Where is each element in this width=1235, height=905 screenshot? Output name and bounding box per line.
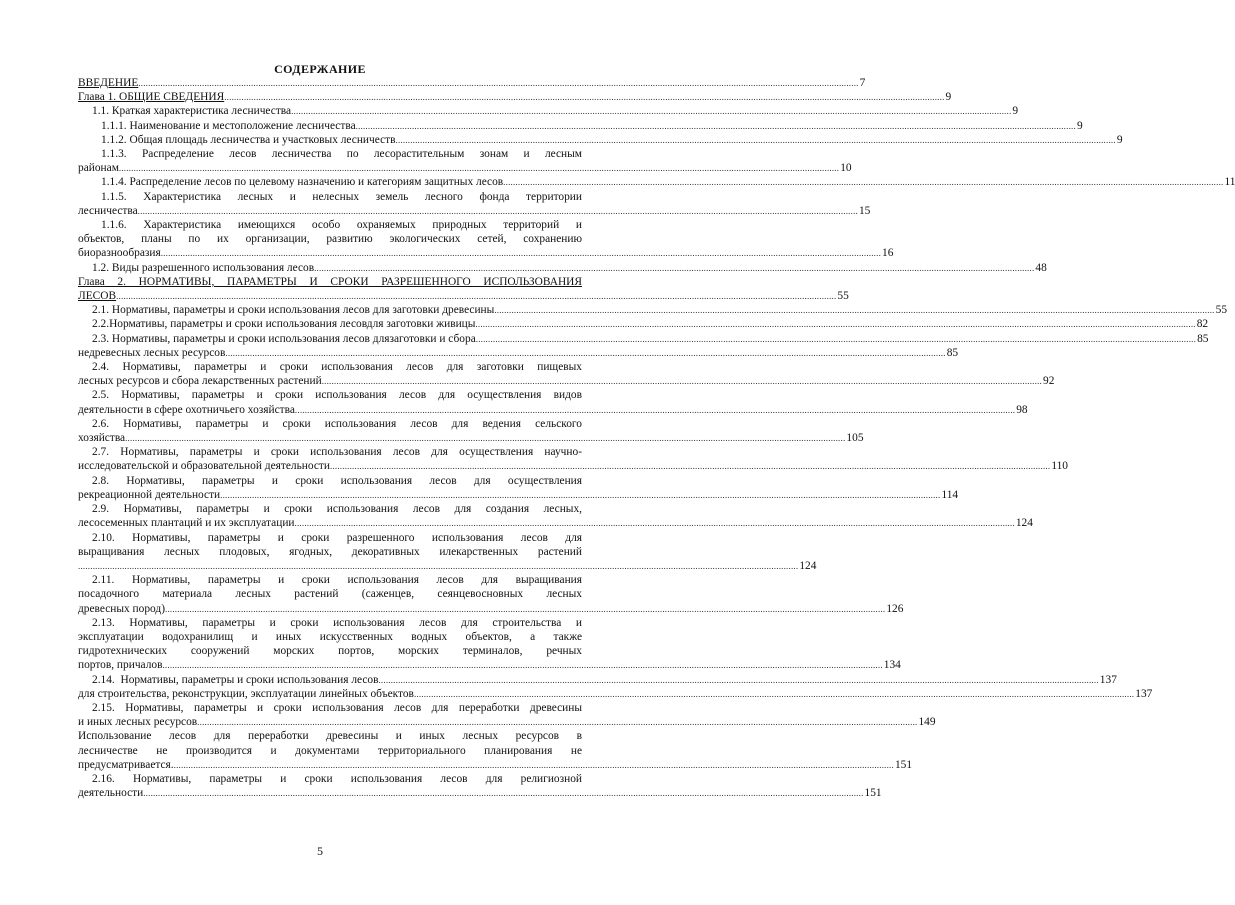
toc-entry-line: выращивания лесных плодовых, ягодных, декоративных илекарственных растений: [78, 545, 582, 558]
toc-page-number: 98: [1016, 403, 1028, 416]
toc-page-number: 82: [1196, 318, 1209, 331]
toc-entry[interactable]: [78, 360, 1055, 388]
toc-entry[interactable]: [78, 616, 901, 673]
toc-page-number: 114: [941, 488, 959, 501]
toc-page-number: 9: [945, 91, 952, 104]
toc-entry-line: 2.8. Нормативы, параметры и сроки использования лесов для осуществления: [92, 474, 582, 487]
dot-leader: [494, 303, 1214, 317]
dot-leader: [165, 602, 885, 616]
dot-leader: [220, 488, 940, 502]
dot-leader: [295, 403, 1015, 417]
toc-page-number: 124: [799, 559, 817, 572]
toc-page-number: 85: [946, 346, 959, 359]
dot-leader: [78, 559, 798, 573]
toc-entry-line: 2.15. Нормативы, параметры и сроки использования лесов для переработки древесины: [92, 701, 582, 714]
toc-title: СОДЕРЖАНИЕ: [274, 62, 366, 76]
toc-entry-line: 1.1.5. Характеристика лесных и нелесных земель лесного фонда территории: [101, 190, 582, 203]
toc-page-number: 110: [1051, 460, 1068, 473]
toc-entry[interactable]: [78, 445, 1068, 473]
toc-entry-line: деятельности в сфере охотничьего хозяйства: [78, 403, 295, 416]
toc-entry-line: 2.13. Нормативы, параметры и сроки использования лесов для строительства и: [92, 616, 582, 629]
toc-entry[interactable]: [78, 701, 936, 729]
toc-entry-line: 1.1.6. Характеристика имеющихся особо охраняемых природных территорий и: [101, 219, 582, 232]
toc-entry-line: 1.2. Виды разрешенного использования лесов: [92, 261, 315, 274]
toc-entry-line: объектов, планы по их организации, развитию экологических сетей, сохранению: [78, 233, 582, 246]
toc-entry-line: 2.9. Нормативы, параметры и сроки использования лесов для создания лесных,: [92, 503, 582, 516]
toc-page-number: 16: [882, 247, 894, 260]
dot-leader: [330, 459, 1050, 473]
dot-leader: [225, 346, 945, 360]
toc-entry-line: 2.16. Нормативы, параметры и сроки использования лесов для религиозной: [92, 772, 582, 785]
toc-entry-line: 2.14. Нормативы, параметры и сроки использования лесов: [92, 673, 379, 686]
toc-entry[interactable]: [78, 346, 959, 360]
dot-leader: [125, 431, 845, 445]
toc-entry[interactable]: [78, 76, 866, 90]
toc-entry[interactable]: [78, 147, 852, 175]
toc-entry[interactable]: [78, 90, 952, 104]
dot-leader: [197, 715, 917, 729]
toc-page-number: 55: [837, 290, 849, 303]
toc-entry[interactable]: [78, 729, 913, 772]
toc-entry[interactable]: [78, 317, 1209, 331]
toc-entry-line: для строительства, реконструкции, эксплуатации линейных объектов: [78, 687, 414, 700]
toc-page-number: 105: [846, 432, 864, 445]
toc-entry[interactable]: [78, 119, 1083, 133]
toc-entry[interactable]: [78, 573, 904, 616]
toc-entry-line: 2.4. Нормативы, параметры и сроки использования лесов для заготовки пищевых: [92, 361, 582, 374]
toc-entry[interactable]: [78, 218, 894, 261]
toc-page-number: 92: [1043, 375, 1055, 388]
toc-entry[interactable]: [78, 303, 1228, 317]
toc-entry[interactable]: [78, 502, 1033, 530]
toc-entry[interactable]: [78, 190, 871, 218]
toc-entry[interactable]: [78, 332, 1209, 346]
dot-leader: [396, 133, 1116, 147]
dot-leader: [116, 289, 836, 303]
toc-entry[interactable]: [78, 133, 1123, 147]
toc-entry-line: 2.2.Нормативы, параметры и сроки использования лесовдля заготовки живицы: [92, 318, 476, 331]
toc-entry-line: лесных ресурсов и сбора лекарственных растений: [78, 375, 322, 388]
toc-entry-line: рекреационной деятельности: [78, 488, 221, 501]
dot-leader: [143, 786, 863, 800]
toc-entry-line: ЛЕСОВ: [78, 290, 117, 303]
dot-leader: [476, 332, 1196, 346]
dot-leader: [161, 246, 881, 260]
toc-entry-line: гидротехнических сооружений морских портов, морских терминалов, речных: [78, 645, 582, 658]
toc-entry-line: биоразнообразия: [78, 247, 161, 260]
page-number: 5: [317, 844, 323, 858]
toc-entry-line: Глава 1. ОБЩИЕ СВЕДЕНИЯ: [78, 91, 225, 104]
toc-page-number: 137: [1135, 687, 1153, 700]
toc-entry-line: Глава 2. НОРМАТИВЫ, ПАРАМЕТРЫ И СРОКИ РАЗРЕШЕННОГО ИСПОЛЬЗОВАНИЯ: [78, 275, 582, 288]
dot-leader: [295, 516, 1015, 530]
toc-entry-line: 2.3. Нормативы, параметры и сроки использования лесов длязаготовки и сбора: [92, 332, 476, 345]
toc-entry-line: древесных пород): [78, 602, 165, 615]
toc-entry-line: хозяйства: [78, 432, 126, 445]
dot-leader: [503, 175, 1223, 189]
toc-entry-line: деятельности: [78, 787, 144, 800]
toc-entry-line: 1.1.1. Наименование и местоположение лесничества: [101, 119, 356, 132]
toc-page-number: 137: [1099, 673, 1117, 686]
dot-leader: [174, 758, 894, 772]
toc-entry-line: портов, причалов: [78, 659, 163, 672]
toc-page-number: 9: [1076, 119, 1083, 132]
toc-page-number: 126: [886, 602, 904, 615]
toc-entry-line: предусматривается.: [78, 758, 174, 771]
toc-page-number: 11: [1224, 176, 1235, 189]
toc-page-number: 9: [1012, 105, 1019, 118]
toc-entry[interactable]: [78, 261, 1047, 275]
toc-entry[interactable]: [78, 687, 1153, 701]
dot-leader: [475, 317, 1195, 331]
dot-leader: [119, 161, 839, 175]
toc-entry[interactable]: [78, 104, 1019, 118]
toc-entry[interactable]: [78, 772, 882, 800]
toc-entry-line: 1.1.3. Распределение лесов лесничества по лесорастительным зонам и лесным: [101, 148, 582, 161]
toc-page-number: 124: [1015, 517, 1033, 530]
dot-leader: [138, 76, 858, 90]
toc-entry[interactable]: [78, 175, 1235, 189]
toc-entry-line: и иных лесных ресурсов: [78, 716, 198, 729]
toc-entry-line: Использование лесов для переработки древесины и иных лесных ресурсов в: [78, 730, 582, 743]
toc-page-number: 10: [840, 162, 852, 175]
toc-entry-line: лесосеменных плантаций и их эксплуатации: [78, 517, 295, 530]
dot-leader: [138, 204, 858, 218]
toc-entry-line: эксплуатации водохранилищ и иных искусственных водных объектов, а также: [78, 630, 582, 643]
toc-entry[interactable]: [78, 673, 1117, 687]
toc-page-number: 55: [1215, 304, 1228, 317]
toc-entry-line: 2.6. Нормативы, параметры и сроки использования лесов для ведения сельского: [92, 417, 582, 430]
toc-entry-line: исследовательской и образовательной деятельности: [78, 460, 330, 473]
toc-entry[interactable]: [78, 275, 849, 303]
table-of-contents: [78, 76, 1235, 800]
toc-entry-line: районам: [78, 162, 119, 175]
dot-leader: [162, 658, 882, 672]
toc-entry-line: лесничестве не производится и документами территориального планирования не: [78, 744, 582, 757]
toc-entry-line: 2.1. Нормативы, параметры и сроки использования лесов для заготовки древесины: [92, 304, 495, 317]
toc-entry-line: посадочного материала лесных растений (саженцев, сеянцевосновных лесных: [78, 588, 582, 601]
toc-page-number: 149: [918, 716, 936, 729]
toc-page-number: 151: [864, 787, 882, 800]
dot-leader: [414, 687, 1134, 701]
dot-leader: [322, 374, 1042, 388]
toc-entry[interactable]: [78, 474, 959, 502]
dot-leader: [356, 119, 1076, 133]
toc-entry-line: 2.10. Нормативы, параметры и сроки разрешенного использования лесов для: [92, 531, 582, 544]
toc-entry-line: ВВЕДЕНИЕ: [78, 77, 139, 89]
toc-entry-line: лесничества: [78, 204, 138, 217]
toc-entry-line: 1.1.4. Распределение лесов по целевому назначению и категориям защитных лесов: [101, 176, 504, 189]
toc-entry[interactable]: [78, 417, 864, 445]
toc-entry-line: 1.1. Краткая характеристика лесничества: [92, 105, 292, 118]
toc-page-number: 48: [1035, 261, 1047, 274]
toc-page-number: 15: [858, 204, 871, 217]
toc-entry-line: 2.11. Нормативы, параметры и сроки использования лесов для выращивания: [92, 574, 582, 587]
toc-entry-line: 2.5. Нормативы, параметры и сроки использования лесов для осуществления видов: [92, 389, 582, 402]
toc-page-number: 151: [894, 758, 913, 771]
toc-entry-line: 2.7. Нормативы, параметры и сроки использования лесов для осуществления научно-: [92, 446, 582, 459]
toc-entry[interactable]: [78, 388, 1028, 416]
toc-page-number: 9: [1116, 133, 1123, 146]
dot-leader: [314, 261, 1034, 275]
toc-page-number: 85: [1197, 332, 1209, 345]
toc-page-number: 7: [859, 77, 866, 89]
dot-leader: [224, 90, 944, 104]
toc-entry-line: недревесных лесных ресурсов: [78, 346, 226, 359]
toc-entry-line: 1.1.2. Общая площадь лесничества и участковых лесничеств: [101, 133, 396, 146]
dot-leader: [291, 104, 1011, 118]
toc-entry[interactable]: [78, 531, 817, 574]
toc-page-number: 134: [883, 659, 901, 672]
dot-leader: [378, 673, 1098, 687]
